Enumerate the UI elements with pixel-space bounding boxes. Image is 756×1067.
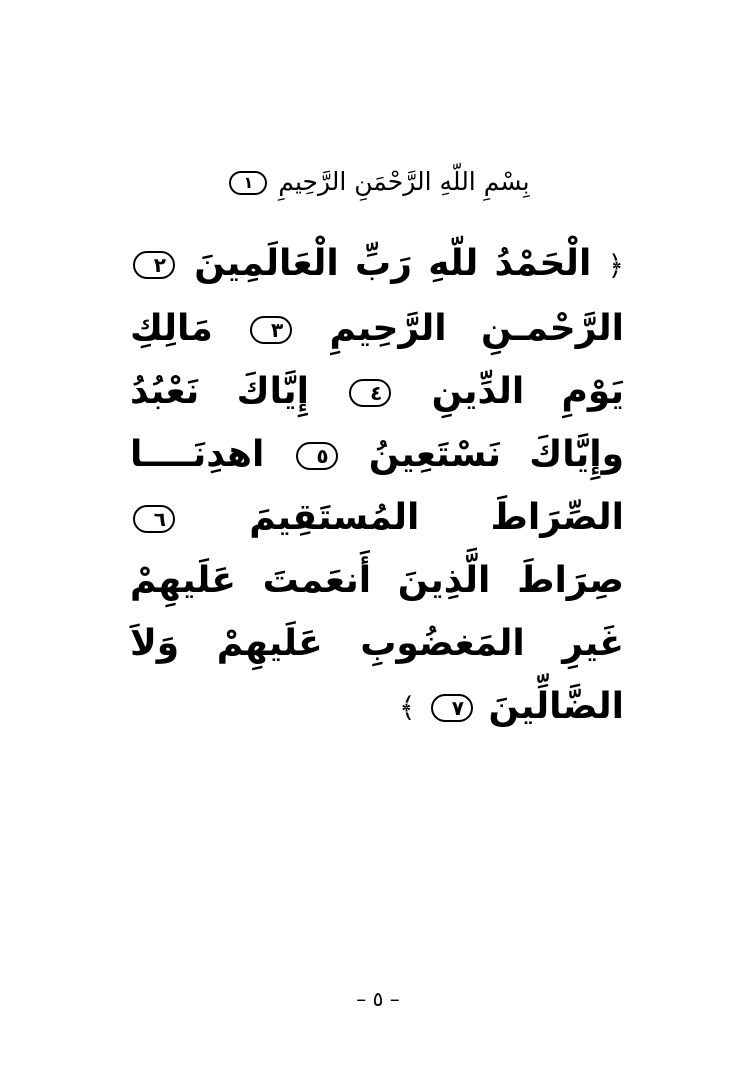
basmala-heading xyxy=(150,162,606,202)
closing-ornament-icon: ﴾ xyxy=(399,691,416,724)
verse-number-7: ٧ xyxy=(431,694,473,722)
verse-5-text: إِيَّاكَ نَعْبُدُ وإِيَّاكَ نَسْتَعِينُ xyxy=(130,370,624,475)
surah-body xyxy=(130,232,624,739)
verse-2-text: الْحَمْدُ للّهِ رَبِّ الْعَالَمِينَ xyxy=(194,243,592,284)
verse-6-text: اهدِنَــــا الصِّرَاطَ المُستَقِيمَ xyxy=(130,433,624,538)
verse-number-2: ٢ xyxy=(133,251,175,279)
opening-ornament-icon: ﴿ xyxy=(607,248,624,282)
verse-3-text: الرَّحْمـنِ الرَّحِيمِ xyxy=(329,307,624,349)
verse-number-3: ٣ xyxy=(250,316,292,344)
verse-number-6: ٦ xyxy=(133,505,175,533)
page-number: – ٥ – xyxy=(356,987,400,1011)
verse-number-5: ٥ xyxy=(296,442,338,470)
verse-number-1: ١ xyxy=(229,171,267,195)
verse-7-text: صِرَاطَ الَّذِينَ أَنعَمتَ عَلَيهِمْ غَيرِ المَغضُوبِ عَلَيهِمْ وَلاَ الضَّالِّينَ xyxy=(130,559,624,727)
basmala-text: بِسْمِ اللّهِ الرَّحْمَنِ الرَّحِيمِ xyxy=(278,167,530,196)
verse-4-text: مَالِكِ يَوْمِ الدِّينِ xyxy=(130,307,624,412)
verse-number-4: ٤ xyxy=(349,379,391,407)
